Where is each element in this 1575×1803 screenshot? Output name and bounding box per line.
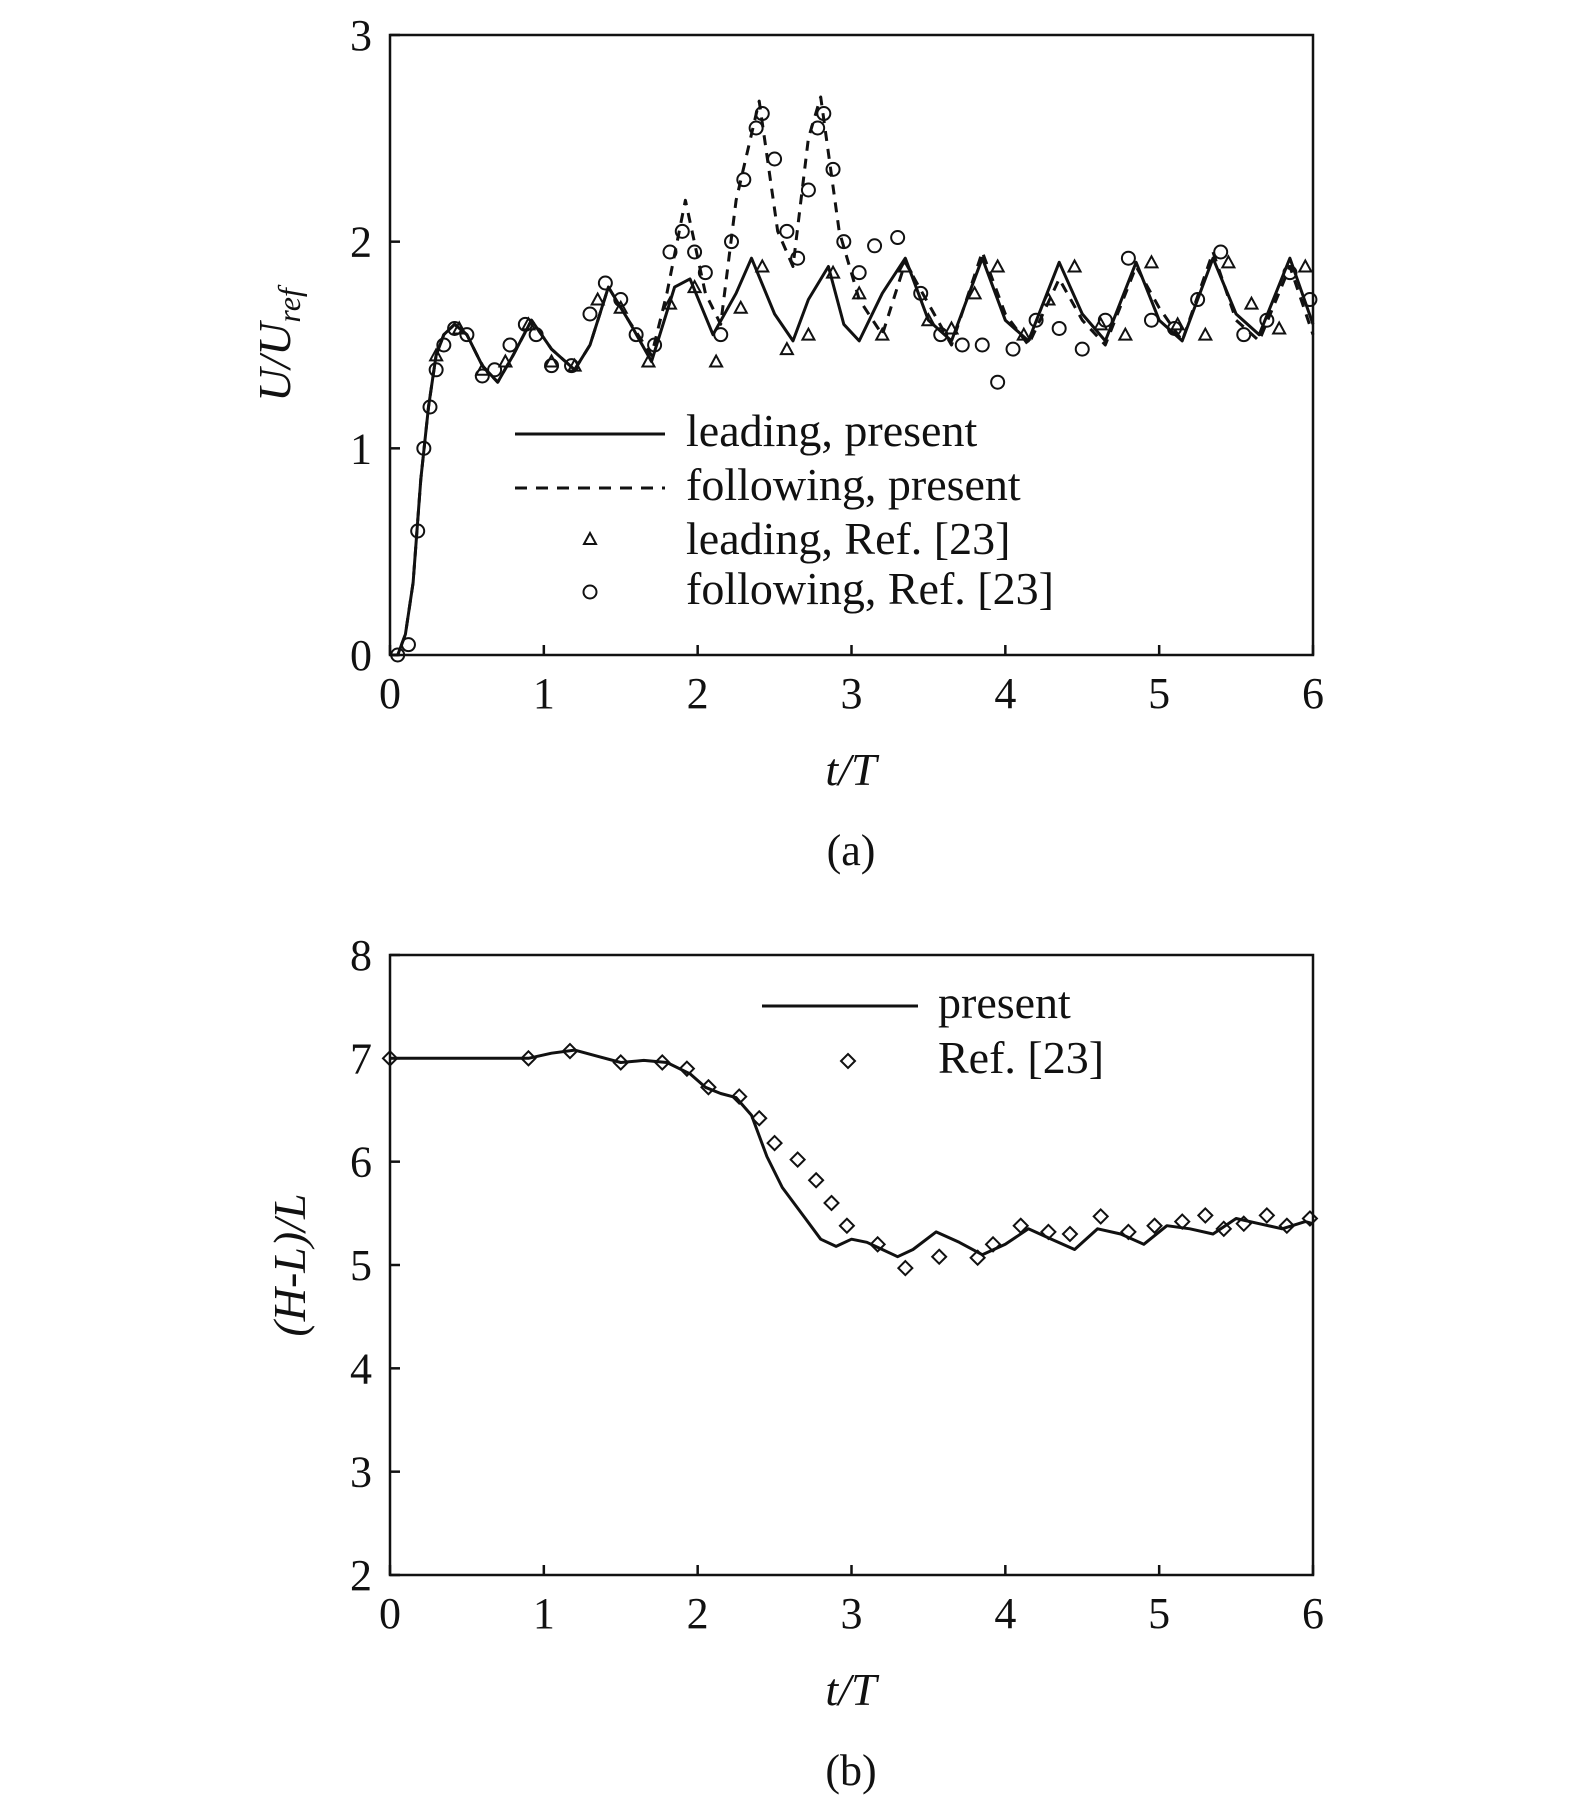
point-following-ref-23 — [1007, 343, 1020, 356]
point-following-ref-23 — [688, 246, 701, 259]
panel-b-ytick-label: 8 — [350, 931, 372, 980]
point-following-ref-23 — [1076, 343, 1089, 356]
point-following-ref-23 — [991, 376, 1004, 389]
legend-label-leading-ref: leading, Ref. [23] — [686, 513, 1011, 564]
legend-label-present: present — [938, 977, 1071, 1028]
point-following-ref-23 — [1237, 328, 1250, 341]
point-following-ref-23 — [1214, 246, 1227, 259]
point-leading-ref-23 — [735, 302, 747, 313]
point-following-ref-23 — [714, 328, 727, 341]
point-following-ref-23 — [488, 363, 501, 376]
panel-b-caption: (b) — [825, 1746, 877, 1795]
point-following-ref-23 — [503, 339, 516, 352]
point-following-ref-23 — [780, 225, 793, 238]
point-following-ref-23 — [737, 173, 750, 186]
panel-a-xtick-label: 4 — [994, 669, 1017, 718]
panel-b-ytick-label: 4 — [350, 1344, 372, 1394]
legend-swatch-leading-ref — [584, 533, 596, 544]
panel-b-frame — [390, 955, 1313, 1575]
panel-b-ytick-label: 6 — [350, 1137, 372, 1187]
point-following-ref-23 — [1145, 314, 1158, 327]
point-ref-23 — [768, 1136, 782, 1150]
legend-swatch-ref — [841, 1054, 855, 1068]
point-ref-23 — [825, 1196, 839, 1210]
panel-a-xtick-label: 0 — [379, 669, 401, 718]
legend-label-following-ref: following, Ref. [23] — [686, 563, 1054, 614]
panel-a-xtick-label: 3 — [840, 669, 863, 718]
point-leading-ref-23 — [876, 329, 888, 340]
point-ref-23 — [1094, 1209, 1108, 1223]
panel-a-ylabel: $U/U_{ref}$ — [249, 288, 307, 402]
panel-b-ylabel: (H-L)/L — [264, 1193, 315, 1337]
point-following-ref-23 — [599, 277, 612, 290]
point-leading-ref-23 — [1119, 329, 1131, 340]
panel-a-ytick-label: 0 — [350, 631, 372, 680]
panel-b-ytick-label: 5 — [350, 1241, 372, 1290]
point-following-ref-23 — [853, 266, 866, 279]
legend-swatch-following-ref — [584, 586, 597, 599]
point-following-ref-23 — [802, 184, 815, 197]
panel-b-ticks — [350, 931, 1324, 1638]
panel-b-xtick-label: 3 — [840, 1589, 863, 1638]
panel-b-xtick-label: 6 — [1302, 1589, 1324, 1638]
panel-b-ytick-label: 3 — [350, 1447, 372, 1497]
point-following-ref-23 — [402, 638, 415, 651]
point-leading-ref-23 — [1299, 260, 1311, 271]
panel-b-xlabel: t/T — [825, 1664, 877, 1715]
point-following-ref-23 — [827, 163, 840, 176]
panel-b-legend — [762, 977, 1104, 1083]
point-leading-ref-23 — [781, 343, 793, 354]
panel-b-xtick-label: 4 — [994, 1589, 1017, 1638]
legend-label-leading-present: leading, present — [686, 405, 978, 456]
point-ref-23 — [840, 1219, 854, 1233]
point-leading-ref-23 — [1069, 260, 1081, 271]
point-leading-ref-23 — [1273, 322, 1285, 333]
point-following-ref-23 — [1053, 322, 1066, 335]
point-leading-ref-23 — [992, 260, 1004, 271]
panel-b-xtick-label: 5 — [1148, 1589, 1171, 1638]
point-following-ref-23 — [811, 122, 824, 135]
panel-a-xtick-label: 1 — [532, 669, 555, 718]
point-ref-23 — [1063, 1227, 1077, 1241]
point-leading-ref-23 — [802, 329, 814, 340]
panel-a — [249, 11, 1324, 875]
point-following-ref-23 — [891, 231, 904, 244]
point-ref-23 — [1198, 1208, 1212, 1222]
panel-b-ytick-label: 7 — [350, 1034, 372, 1084]
panel-a-ytick-label: 1 — [350, 424, 372, 474]
point-ref-23 — [791, 1153, 805, 1167]
legend-label-following-present: following, present — [686, 459, 1021, 510]
panel-b-ytick-label: 2 — [350, 1551, 372, 1600]
panel-a-xtick-label: 5 — [1148, 669, 1171, 718]
legend-label-ref: Ref. [23] — [938, 1032, 1105, 1083]
panel-b-xtick-label: 0 — [379, 1589, 401, 1638]
point-leading-ref-23 — [592, 294, 604, 305]
point-ref-23 — [932, 1250, 946, 1264]
point-following-ref-23 — [1122, 252, 1135, 265]
panel-a-xlabel: t/T — [825, 744, 877, 795]
panel-a-xtick-label: 6 — [1302, 669, 1324, 718]
point-leading-ref-23 — [756, 260, 768, 271]
point-ref-23 — [809, 1173, 823, 1187]
point-following-ref-23 — [976, 339, 989, 352]
panel-b-series — [383, 1044, 1317, 1275]
point-following-ref-23 — [956, 339, 969, 352]
point-leading-ref-23 — [710, 356, 722, 367]
point-following-ref-23 — [476, 370, 489, 383]
point-leading-ref-23 — [1199, 329, 1211, 340]
panel-a-ytick-label: 3 — [350, 11, 372, 60]
point-ref-23 — [898, 1261, 912, 1275]
point-leading-ref-23 — [1145, 256, 1157, 267]
point-ref-23 — [1260, 1208, 1274, 1222]
series-line-present — [390, 1050, 1313, 1257]
point-following-ref-23 — [791, 252, 804, 265]
panel-b-xtick-label: 1 — [532, 1589, 555, 1638]
panel-a-ytick-label: 2 — [350, 217, 372, 267]
panel-b — [264, 931, 1324, 1795]
panel-a-legend — [515, 405, 1054, 614]
point-following-ref-23 — [583, 308, 596, 321]
point-leading-ref-23 — [1245, 298, 1257, 309]
point-following-ref-23 — [868, 239, 881, 252]
panel-a-xtick-label: 2 — [686, 669, 709, 718]
point-following-ref-23 — [768, 153, 781, 166]
panel-b-xtick-label: 2 — [686, 1589, 709, 1638]
panel-a-caption: (a) — [826, 826, 876, 875]
